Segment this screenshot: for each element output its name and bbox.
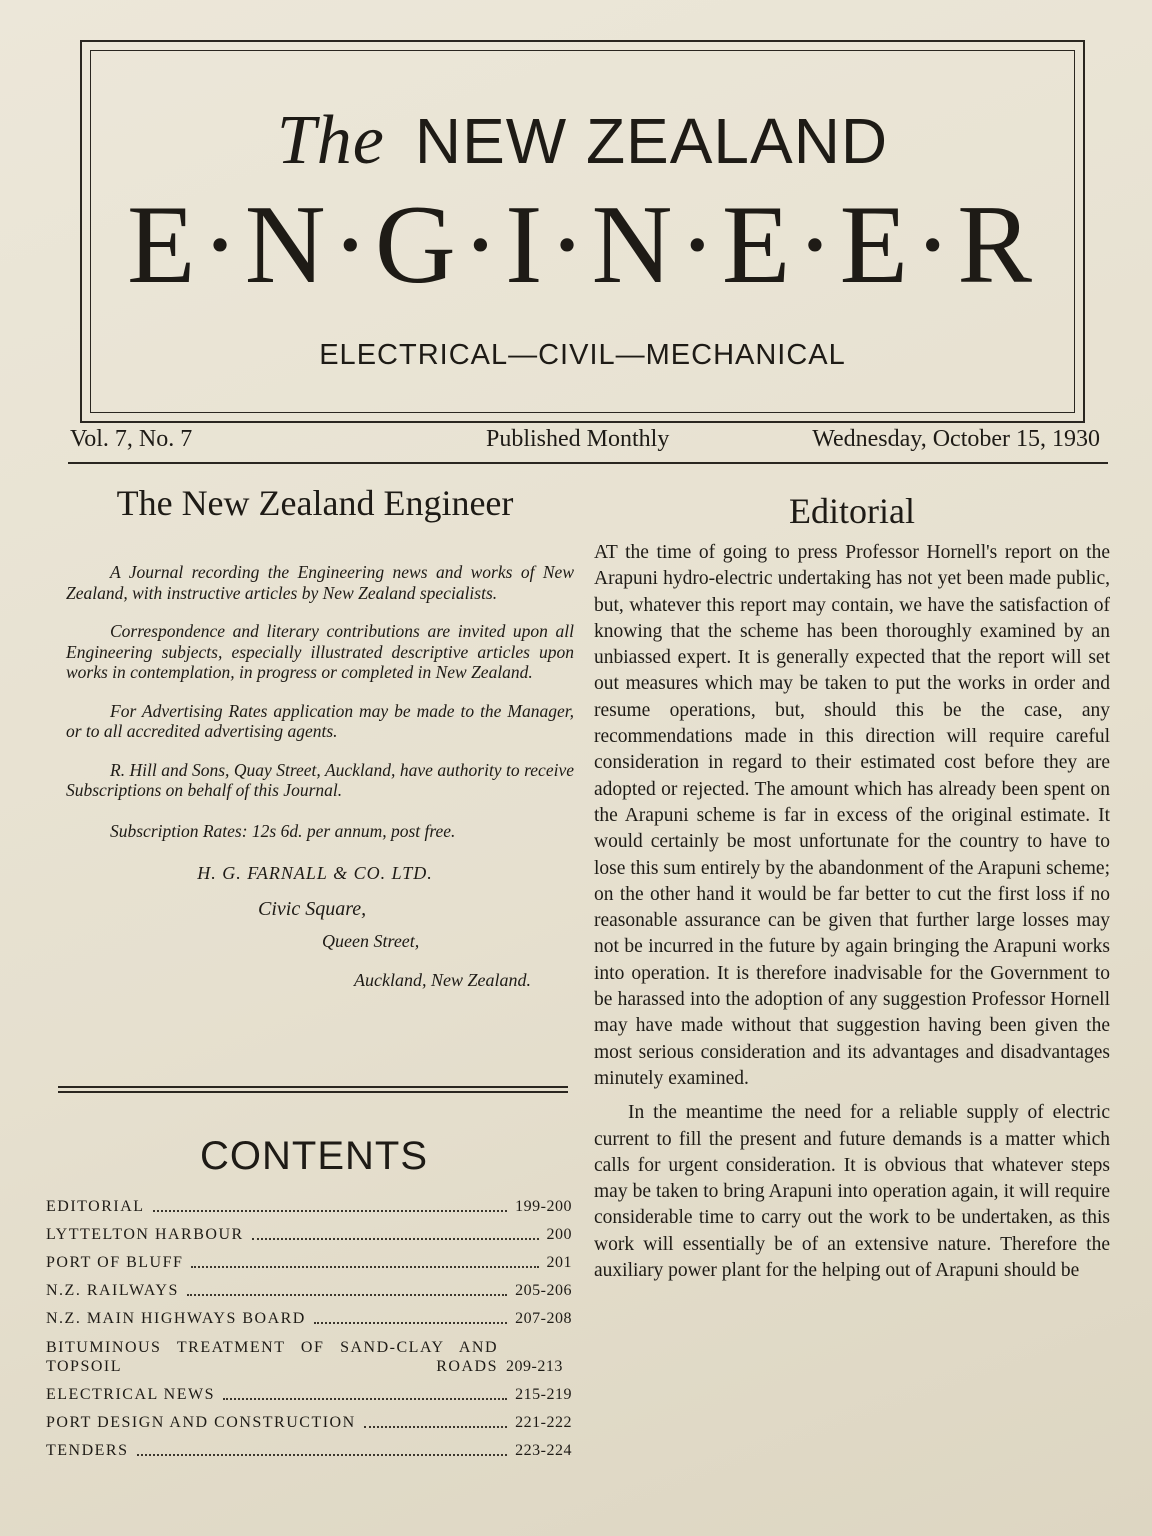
- issue-line: [68, 420, 1108, 464]
- subscription-rates: Subscription Rates: 12s 6d. per annum, post free.: [110, 820, 456, 841]
- contents-title: CONTENTS: [200, 1134, 428, 1178]
- publisher-address-line: Auckland, New Zealand.: [354, 970, 531, 990]
- toc-label: PORT DESIGN AND CONSTRUCTION: [46, 1414, 356, 1431]
- info-paragraph: A Journal recording the Engineering news and works of New Zealand, with instructive articles by New Zealand specialists.: [66, 562, 574, 603]
- toc-row[interactable]: [46, 1188, 572, 1216]
- toc-pages: 201: [546, 1254, 572, 1271]
- issue-volume: Vol. 7, No. 7: [70, 426, 193, 452]
- toc-leader-dots: [187, 1294, 507, 1296]
- masthead-subtitle: ELECTRICAL—CIVIL—MECHANICAL: [319, 339, 846, 371]
- table-of-contents: [46, 1188, 572, 1460]
- toc-pages: 209-213: [506, 1358, 563, 1375]
- toc-pages: 199-200: [515, 1198, 572, 1215]
- toc-leader-dots: [252, 1238, 539, 1240]
- masthead-title-line: [91, 102, 1074, 179]
- toc-row[interactable]: [46, 1244, 572, 1272]
- toc-pages: 223-224: [515, 1442, 572, 1459]
- toc-label: LYTTELTON HARBOUR: [46, 1226, 244, 1243]
- toc-row[interactable]: [46, 1272, 572, 1300]
- toc-pages: 205-206: [515, 1282, 572, 1299]
- editorial-paragraph: AT the time of going to press Professor Hornell's report on the Arapuni hydro-electric undertaking has not yet been made public, but, whatever this report may contain, we have the satisfaction of knowing that the scheme has been thoroughly examined by an unbiassed expert. It is generally expected that the report will set out measures which may be taken to put the works in order and resume operations, but, should this be the case, any recommendations made in this direction will require careful consideration in regard to their estimated cost before they are adopted or rejected. The amount which has already been spent on the Arapuni scheme is far in excess of the original estimate. It would certainly be most unfortunate for the country to have to lose this sum entirely by the abandonment of the Arapuni scheme; on the other hand it would be far better to cut the first loss if no reasonable assurance can be given that further large losses may not be incurred in the future by again bringing the Arapuni works into operation. It is therefore inadvisable for the Government to be harassed into the adoption of any suggestion Professor Hornell may have made without that suggestion having been given the most serious consideration and its advantages and disadvantages minutely examined.: [594, 542, 1110, 1089]
- toc-leader-dots: [314, 1322, 507, 1324]
- masthead: [80, 40, 1085, 423]
- issue-frequency: Published Monthly: [486, 426, 670, 452]
- toc-row[interactable]: [46, 1328, 572, 1376]
- toc-leader-dots: [153, 1210, 508, 1212]
- toc-leader-dots: [364, 1426, 508, 1428]
- masthead-the: The: [276, 102, 385, 179]
- masthead-inner-frame: [90, 50, 1075, 413]
- info-paragraph: For Advertising Rates application may be made to the Manager, or to all accredited advertising agents.: [66, 700, 574, 741]
- publisher-name: H. G. FARNALL & CO. LTD.: [197, 863, 433, 883]
- toc-label: ELECTRICAL NEWS: [46, 1386, 215, 1403]
- masthead-engineer: E·N·G·I·N·E·E·R: [127, 183, 1038, 307]
- editorial-title: Editorial: [789, 491, 915, 531]
- toc-label: N.Z. MAIN HIGHWAYS BOARD: [46, 1310, 306, 1327]
- toc-pages: 207-208: [515, 1310, 572, 1327]
- right-column: [594, 490, 1110, 1284]
- toc-pages: 221-222: [515, 1414, 572, 1431]
- publisher-address-line: Queen Street,: [322, 931, 420, 951]
- toc-pages: 215-219: [515, 1386, 572, 1403]
- publisher-block: [50, 863, 580, 991]
- toc-leader-dots: [223, 1398, 507, 1400]
- editorial-paragraph: In the meantime the need for a reliable supply of electric current to fill the present and future demands is a matter which calls for urgent consideration. It is obvious that whatever steps may be taken to bring Arapuni into operation again, it will require considerable time to carry out the work to be undertaken, as this work will essentially be of an extensive nature. Therefore the auxiliary power plant for the helping out of Arapuni should be: [594, 1102, 1110, 1282]
- toc-row[interactable]: [46, 1216, 572, 1244]
- info-paragraph: Correspondence and literary contributions are invited upon all Engineering subjects, especially illustrated descriptive articles upon works in contemplation, in progress or completed in New Zealand.: [66, 621, 574, 682]
- journal-info: [66, 562, 574, 841]
- toc-leader-dots: [137, 1454, 508, 1456]
- toc-label: TENDERS: [46, 1442, 129, 1459]
- journal-title: The New Zealand Engineer: [116, 483, 514, 523]
- editorial-body: [594, 540, 1110, 1284]
- toc-pages: 200: [546, 1226, 572, 1243]
- toc-row[interactable]: [46, 1376, 572, 1404]
- issue-date: Wednesday, October 15, 1930: [812, 426, 1100, 452]
- info-paragraph: R. Hill and Sons, Quay Street, Auckland, have authority to receive Subscriptions on behalf of this Journal.: [66, 759, 574, 800]
- toc-row[interactable]: [46, 1300, 572, 1328]
- toc-row[interactable]: [46, 1432, 572, 1460]
- double-rule-divider: [58, 1086, 568, 1093]
- toc-row[interactable]: [46, 1404, 572, 1432]
- toc-leader-dots: [191, 1266, 538, 1268]
- toc-label: BITUMINOUS TREATMENT OF SAND-CLAY AND TOPSOIL ROADS: [46, 1339, 498, 1375]
- masthead-name: NEW ZEALAND: [414, 105, 889, 177]
- left-column: [50, 478, 580, 991]
- toc-label: PORT OF BLUFF: [46, 1254, 184, 1271]
- publisher-address-line: Civic Square,: [258, 898, 367, 920]
- toc-label: EDITORIAL: [46, 1198, 145, 1215]
- toc-label: N.Z. RAILWAYS: [46, 1282, 179, 1299]
